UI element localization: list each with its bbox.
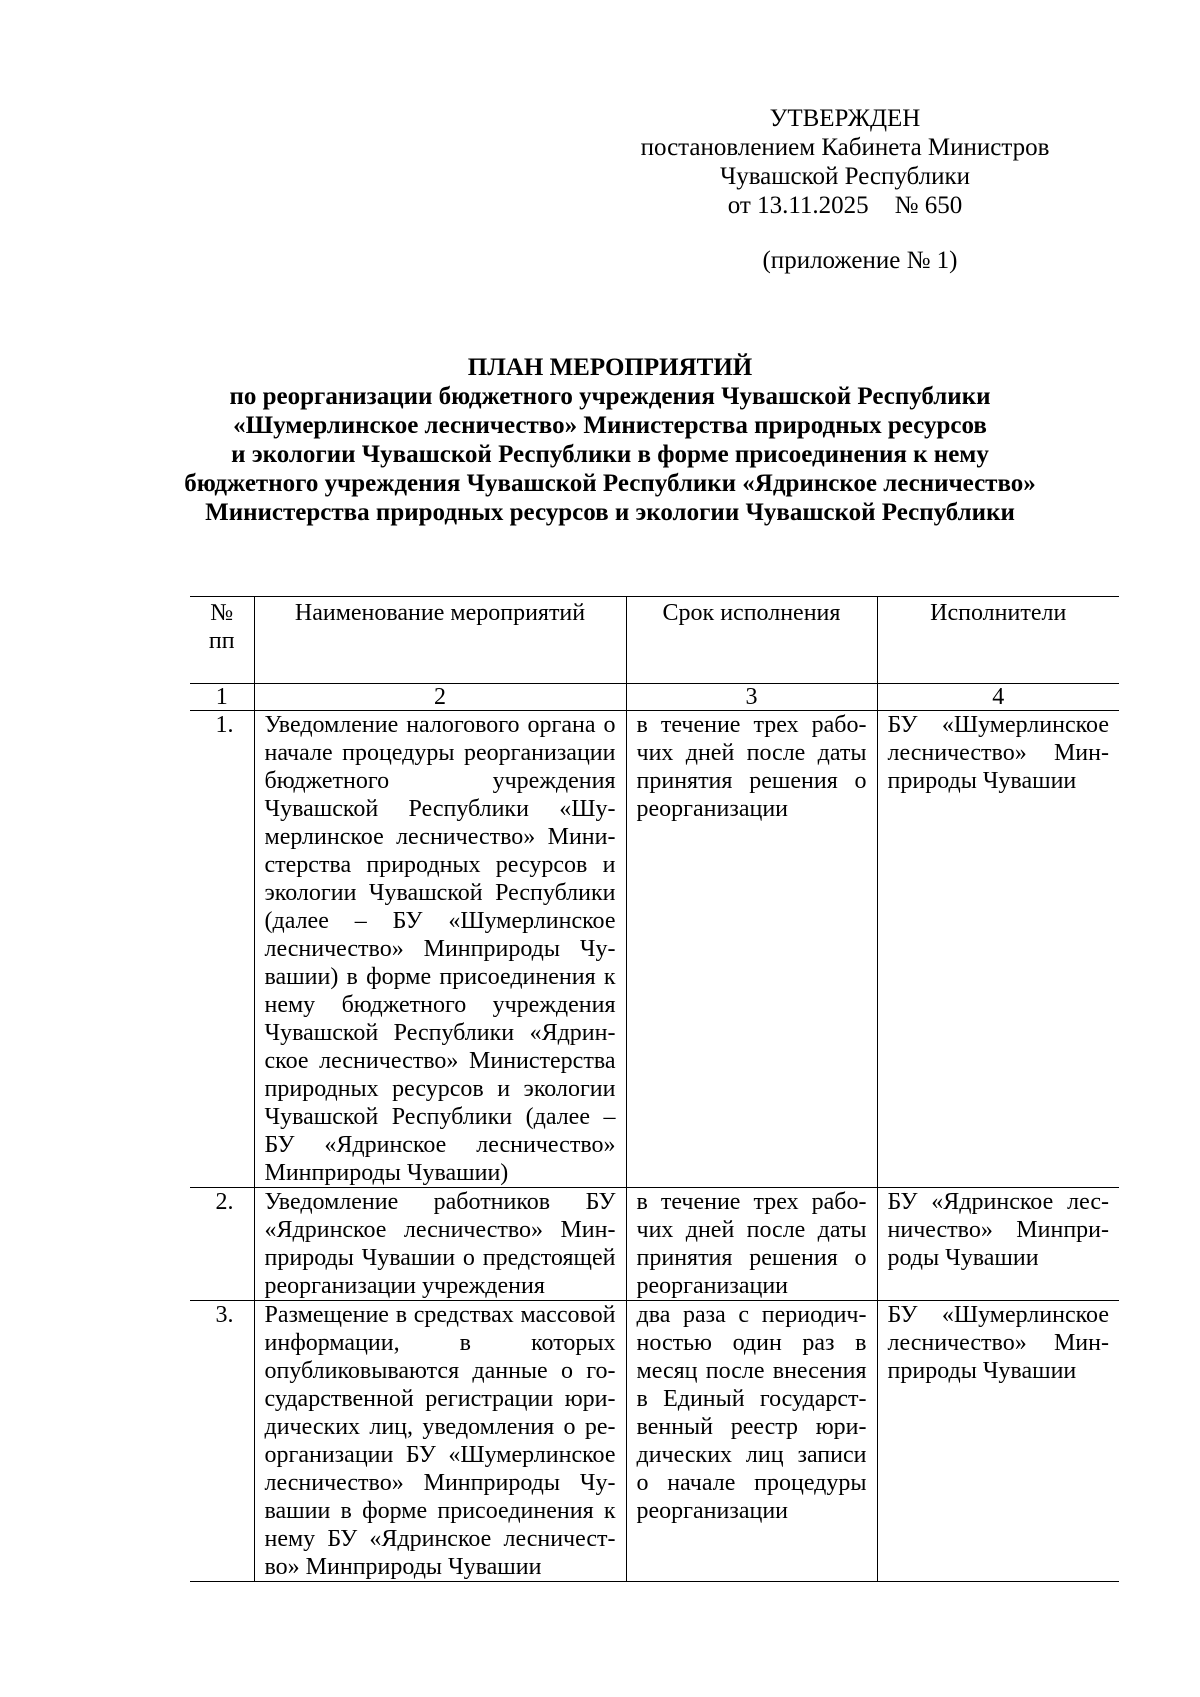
title-line-4: и экологии Чувашской Республики в форме присоединения к нему [231,441,989,468]
header-deadline: Срок исполнения [626,597,877,684]
row-executors: БУ «Ядринское лесничество» Минприроды Чувашии [877,1188,1119,1301]
col-number: 1 [190,684,254,711]
approval-date: от 13.11.2025 [727,192,869,219]
approval-heading: УТВЕРЖДЕН [769,105,921,132]
row-activity: Уведомление налогового органа о начале процедуры реорганизации бюджетного учреждения Чувашской Республики «Шумерлинское лесничество» Министерства природных ресурсов и экологии Чувашской Республики (далее – БУ «Шумерлинское лесничество» Минприроды Чувашии) в форме присоединения к нему бюджетного учреждения Чувашской Республики «Ядринское лесничество» Министерства природных ресурсов и экологии Чувашской Республики (далее – БУ «Ядринское лесничество» Минприроды Чувашии) [254,711,626,1188]
row-executors: БУ «Шумерлинское лесничество» Минприроды Чувашии [877,1301,1119,1582]
title-line-1: ПЛАН МЕРОПРИЯТИЙ [467,354,753,381]
approval-number: № 650 [894,192,963,219]
column-number-row [190,684,1119,711]
approval-stamp [560,104,1130,275]
table-row [190,1301,1119,1582]
table-header-row [190,597,1119,684]
table-row [190,711,1119,1188]
plan-table [190,596,1119,1582]
row-deadline: два раза с периодичностью один раз в месяц после внесения в Единый государственный реестр юридических лиц записи о начале процедуры реорганизации [626,1301,877,1582]
appendix-label: (приложение № 1) [762,247,958,274]
row-deadline: в течение трех рабочих дней после даты принятия решения о реорганизации [626,711,877,1188]
title-line-6: Министерства природных ресурсов и экологии Чувашской Республики [205,499,1015,526]
header-num: № пп [190,597,254,684]
col-number: 3 [626,684,877,711]
title-line-3: «Шумерлинское лесничество» Министерства природных ресурсов [233,412,987,439]
row-number: 1. [190,711,254,1188]
row-number: 3. [190,1301,254,1582]
row-number: 2. [190,1188,254,1301]
col-number: 2 [254,684,626,711]
title-line-2: по реорганизации бюджетного учреждения Чувашской Республики [229,383,991,410]
approval-issuer: постановлением Кабинета Министров [640,134,1050,161]
approval-issuer-region: Чувашской Республики [719,163,971,190]
document-title [150,353,1070,527]
title-line-5: бюджетного учреждения Чувашской Республики «Ядринское лесничество» [184,470,1036,497]
header-name: Наименование мероприятий [254,597,626,684]
approval-date-line [560,191,1130,220]
header-executors: Исполнители [877,597,1119,684]
table-row [190,1188,1119,1301]
row-deadline: в течение трех рабочих дней после даты принятия решения о реорганизации [626,1188,877,1301]
row-activity: Уведомление работников БУ «Ядринское лесничество» Минприроды Чувашии о предстоящей реорганизации учреждения [254,1188,626,1301]
col-number: 4 [877,684,1119,711]
row-executors: БУ «Шумерлинское лесничество» Минприроды Чувашии [877,711,1119,1188]
row-activity: Размещение в средствах массовой информации, в которых опубликовываются данные о государственной регистрации юридических лиц, уведомления о реорганизации БУ «Шумерлинское лесничество» Минприроды Чувашии в форме присоединения к нему БУ «Ядринское лесничество» Минприроды Чувашии [254,1301,626,1582]
